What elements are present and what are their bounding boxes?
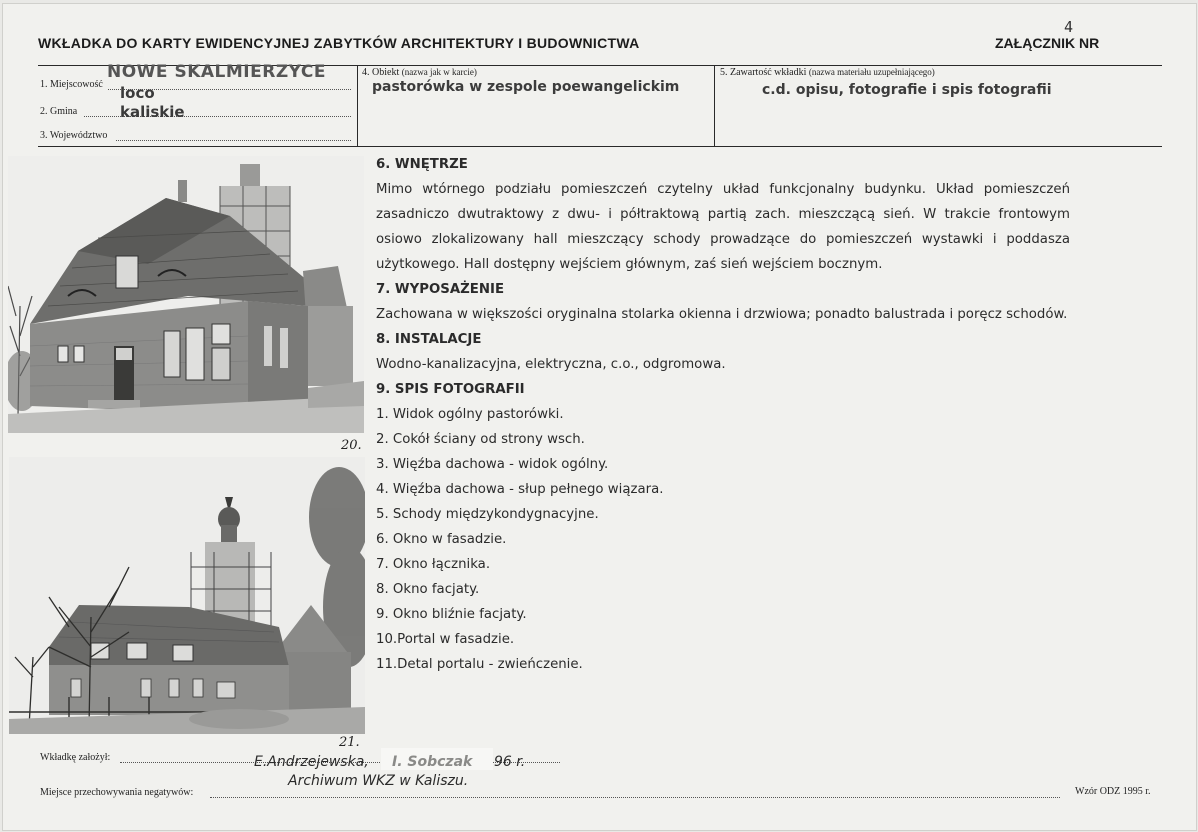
installations-heading: 8. INSTALACJE — [376, 332, 482, 347]
object-value: pastorówka w zespole poewangelickim — [372, 79, 680, 95]
town-value: loco — [120, 84, 155, 102]
template-label: Wzór ODZ 1995 r. — [1075, 786, 1151, 797]
object-label — [362, 67, 477, 78]
photo-list-item: 3. Więźba dachowa - widok ogólny. — [376, 457, 609, 472]
equipment-text: Zachowana w większości oryginalna stolarka okienna i drzwiowa; ponadto balustrada i poręcz schodów. — [376, 307, 1068, 322]
interior-heading: 6. WNĘTRZE — [376, 157, 468, 172]
header-bottom-rule — [38, 146, 1162, 147]
photo-church-complex — [9, 457, 365, 734]
town-stamp: NOWE SKALMIERZYCE — [107, 62, 326, 82]
installations-text: Wodno-kanalizacyjna, elektryczna, c.o., odgromowa. — [376, 357, 726, 372]
voivodeship-label: 3. Województwo — [40, 130, 108, 141]
photo-pastor-house — [8, 156, 364, 433]
photo-list-item: 4. Więźba dachowa - słup pełnego wiązara. — [376, 482, 664, 497]
commune-label: 2. Gmina — [40, 106, 78, 117]
photo-list — [376, 402, 1070, 677]
insert-content-label — [720, 67, 935, 78]
photo-list-item: 9. Okno bliźnie facjaty. — [376, 607, 527, 622]
photo-list-item: 10.Portal w fasadzie. — [376, 632, 515, 647]
column-divider-2 — [714, 65, 715, 146]
storage-value: Archiwum WKZ w Kaliszu. — [288, 773, 469, 789]
insert-content-label-note: (nazwa materiału uzupełniającego) — [808, 67, 935, 77]
photos-heading: 9. SPIS FOTOGRAFII — [376, 382, 525, 397]
photo-list-item: 2. Cokół ściany od strony wsch. — [376, 432, 585, 447]
year-value: 96 r. — [494, 754, 526, 770]
object-label-text: 4. Obiekt — [362, 67, 400, 78]
storage-dotted-line — [210, 797, 1060, 798]
photo2-number: 21. — [339, 735, 360, 750]
interior-text: Mimo wtórnego podziału pomieszczeń czytelny układ funkcjonalny budynku. Układ pomieszczeń zasadniczo dwutraktowy z dwu- i półtraktową partią zach. mieszczącą sień. W trakcie frontowym osiowo zlokalizowany hall mieszczący schody prowadzące do pomieszczeń wystawki i poddasza użytkowego. Hall dostępny wejściem głównym, zaś sień wejściem bocznym. — [376, 182, 1070, 272]
photo-list-item: 11.Detal portalu - zwieńczenie. — [376, 657, 583, 672]
insert-content-value: c.d. opisu, fotografie i spis fotografii — [762, 82, 1052, 98]
photo-list-item: 5. Schody międzykondygnacyjne. — [376, 507, 599, 522]
annex-number: 4 — [1064, 18, 1074, 36]
photo-list-item: 6. Okno w fasadzie. — [376, 532, 507, 547]
insert-content-label-text: 5. Zawartość wkładki — [720, 67, 807, 78]
photo-list-item: 8. Okno facjaty. — [376, 582, 480, 597]
photo-list-item: 7. Okno łącznika. — [376, 557, 491, 572]
description-content — [376, 152, 1070, 677]
object-label-note: (nazwa jak w karcie) — [401, 67, 477, 77]
author-name: E.Andrzejewska, — [254, 754, 369, 770]
storage-label: Miejsce przechowywania negatywów: — [40, 787, 194, 798]
equipment-heading: 7. WYPOSAŻENIE — [376, 282, 505, 297]
commune-value: kaliskie — [120, 103, 185, 121]
author-stamp: I. Sobczak — [392, 754, 473, 770]
town-label: 1. Miejscowość — [40, 79, 103, 90]
annex-label: ZAŁĄCZNIK NR — [995, 35, 1100, 51]
photo-list-item: 1. Widok ogólny pastorówki. — [376, 407, 564, 422]
column-divider-1 — [357, 65, 358, 146]
photo1-number: 20. — [341, 438, 362, 453]
photo-church-complex-image — [9, 457, 365, 734]
photo-pastor-house-image — [8, 156, 364, 433]
created-by-label: Wkładkę założył: — [40, 752, 111, 763]
voivodeship-dotted-line — [116, 140, 351, 141]
form-title: WKŁADKA DO KARTY EWIDENCYJNEJ ZABYTKÓW ARCHITEKTURY I BUDOWNICTWA — [38, 35, 640, 51]
